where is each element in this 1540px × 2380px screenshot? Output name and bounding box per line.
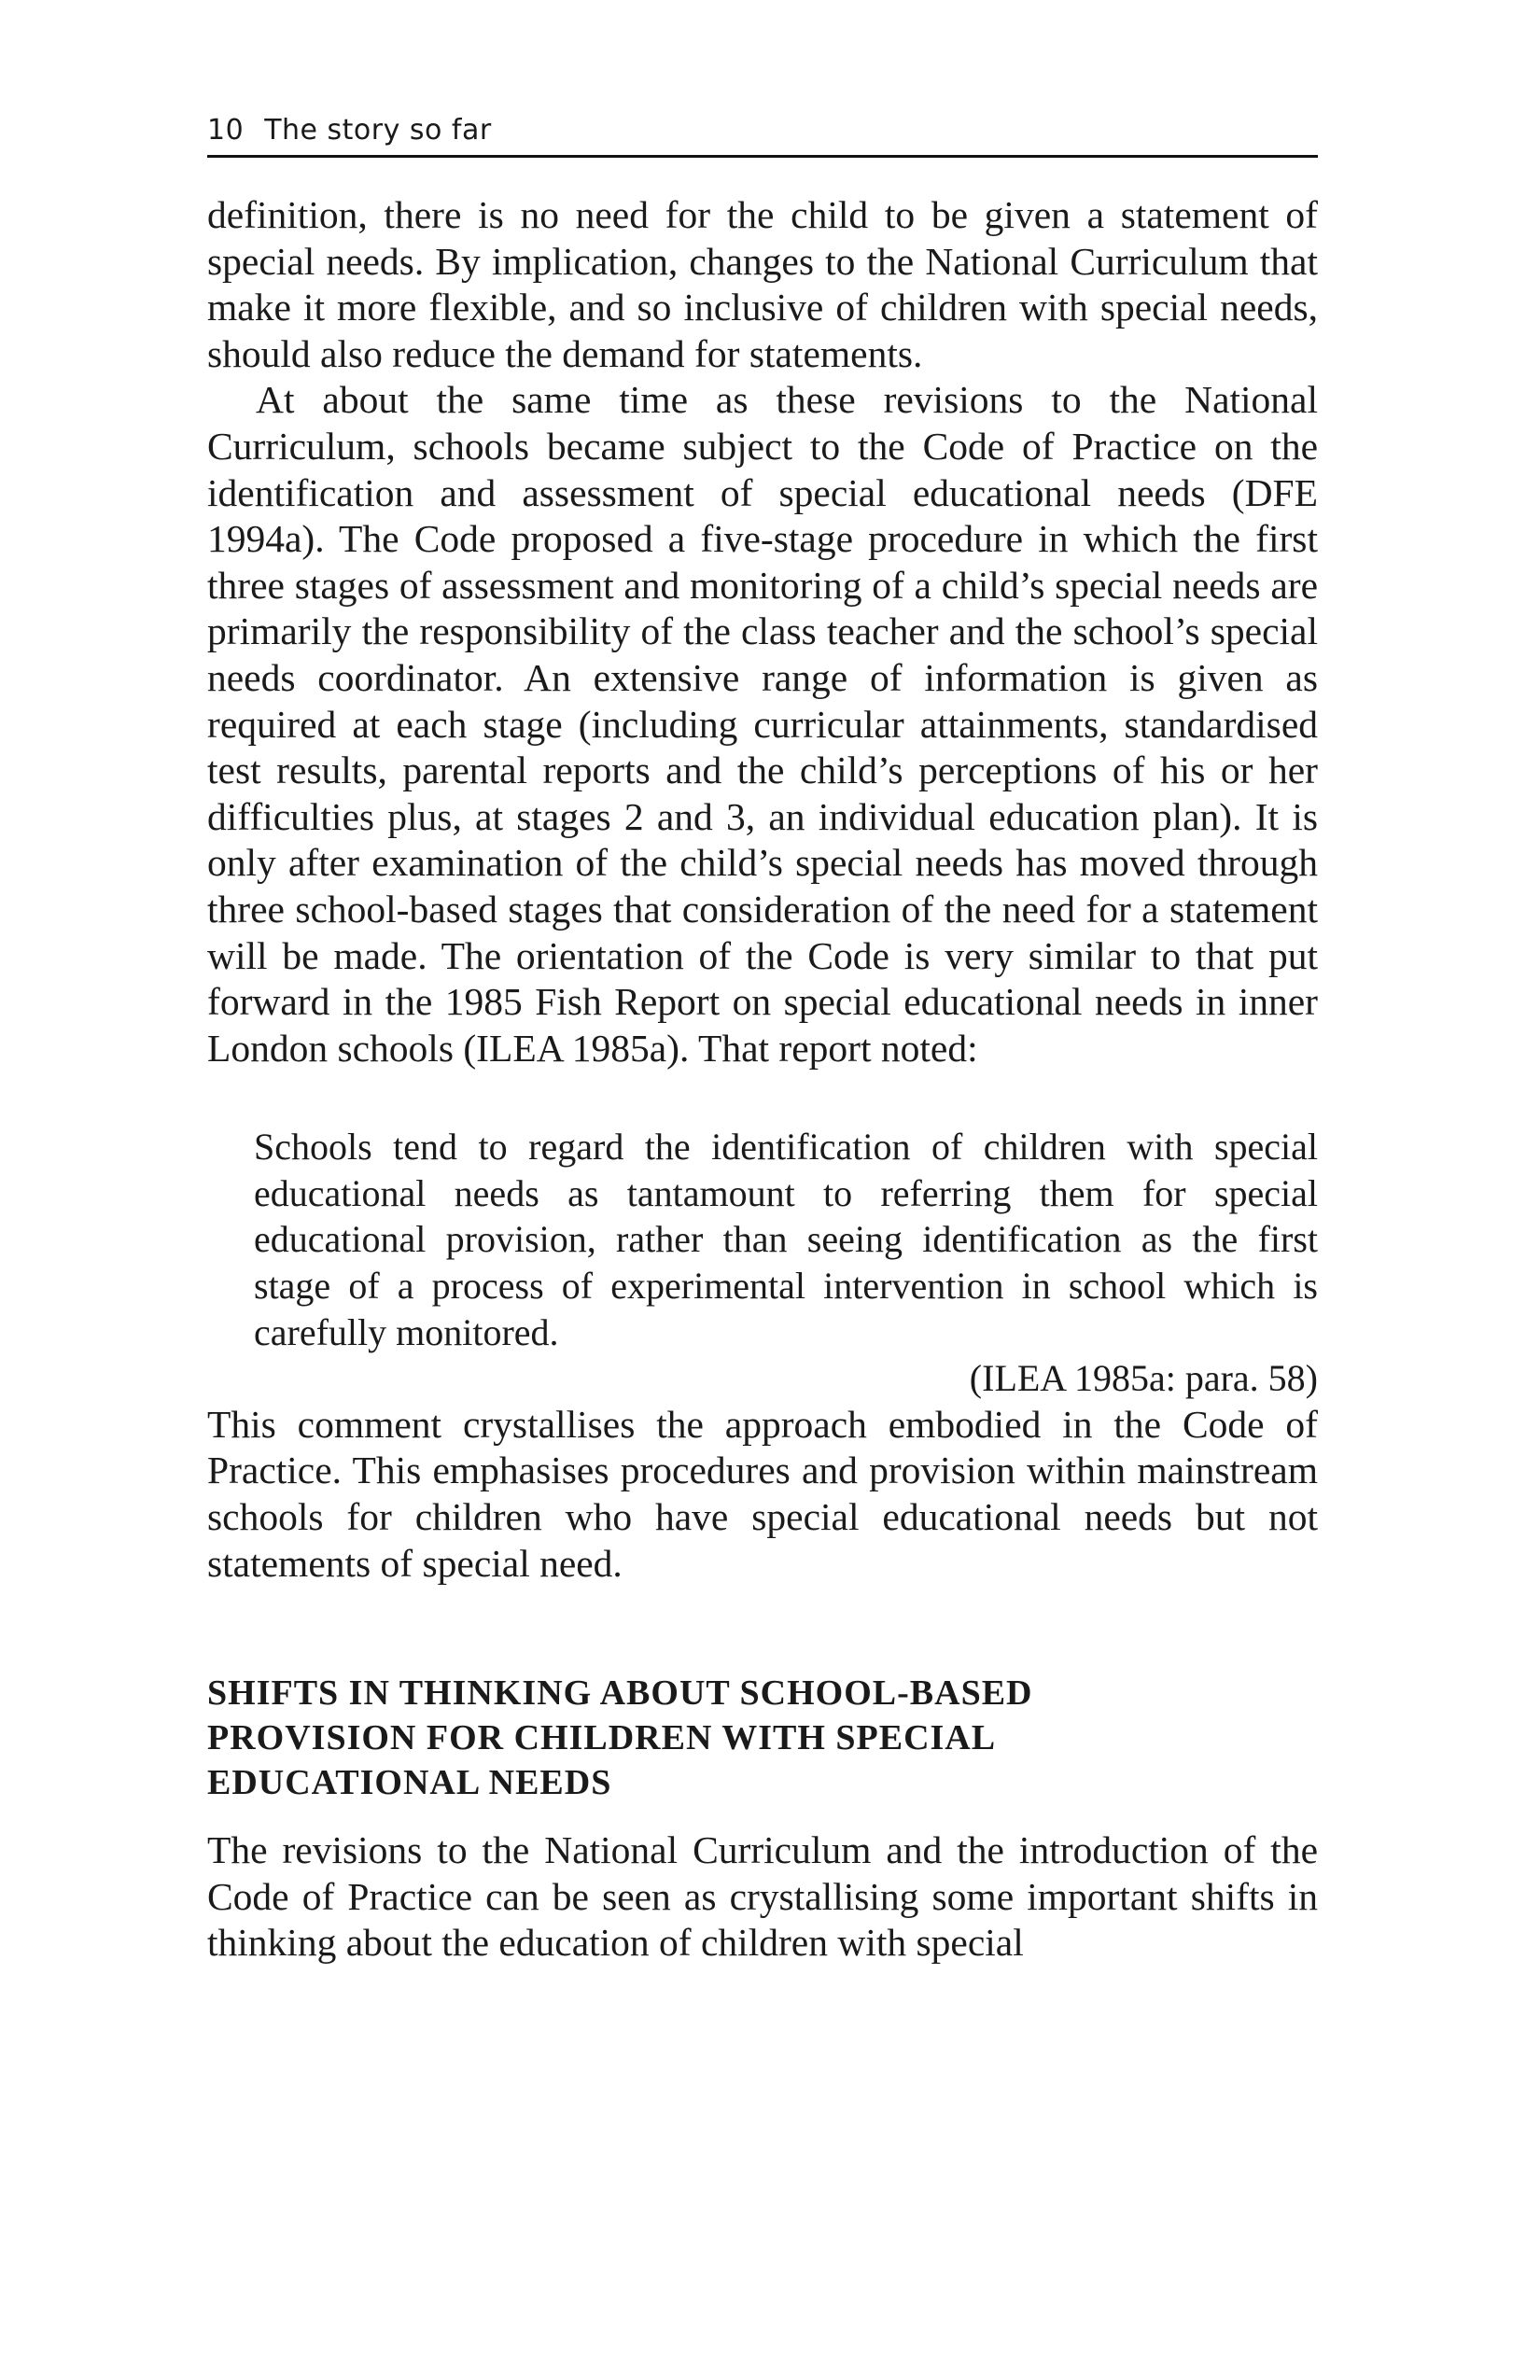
running-header bbox=[207, 110, 1318, 151]
running-title: The story so far bbox=[264, 114, 492, 147]
body-text bbox=[207, 192, 1318, 1967]
paragraph-code-of-practice: At about the same time as these revisions to the National Curriculum, schools became subject to the Code of Practice on the identification and assessment of special educational needs (DFE 1994a). The Code proposed a five-stage procedure in which the first three stages of assessment and monitoring of a child’s special needs are primarily the responsibility of the class teacher and the school’s special needs coordinator. An extensive range of information is given as required at each stage (including curricular attainments, standardised test results, parental reports and the child’s perceptions of his or her difficulties plus, at stages 2 and 3, an individual education plan). It is only after examination of the child’s special needs has moved through three school-based stages that consideration of the need for a statement will be made. The orientation of the Code is very similar to that put forward in the 1985 Fish Report on special educational needs in inner London schools (ILEA 1985a). That report noted: bbox=[207, 378, 1318, 1070]
header-rule bbox=[207, 155, 1318, 158]
quote-text: Schools tend to regard the identification of children with special educational needs as tantamount to referring them for special educational provision, rather than seeing identification as the first stage of a process of experimental intervention in school which is carefully monitored. bbox=[254, 1126, 1318, 1353]
section-first-paragraph: The revisions to the National Curriculum and the introduction of the Code of Practice can be seen as crystallising some important shifts in thinking about the education of children with special bbox=[207, 1828, 1318, 1965]
block-quote bbox=[254, 1124, 1318, 1402]
page-number: 10 bbox=[207, 114, 245, 147]
paragraph-continuation: definition, there is no need for the child to be given a statement of special needs. By implication, changes to the National Curriculum that make it more flexible, and so inclusive of children with special needs, should also reduce the demand for statements. bbox=[207, 193, 1318, 375]
paragraph-after-quote: This comment crystallises the approach embodied in the Code of Practice. This emphasises procedures and provision within mainstream schools for children who have special educational needs but not statements of special need. bbox=[207, 1402, 1318, 1585]
section-heading: SHIFTS IN THINKING ABOUT SCHOOL-BASED PROVISION FOR CHILDREN WITH SPECIAL EDUCATIONAL NEEDS bbox=[207, 1673, 1033, 1803]
quote-citation: (ILEA 1985a: para. 58) bbox=[969, 1357, 1318, 1400]
